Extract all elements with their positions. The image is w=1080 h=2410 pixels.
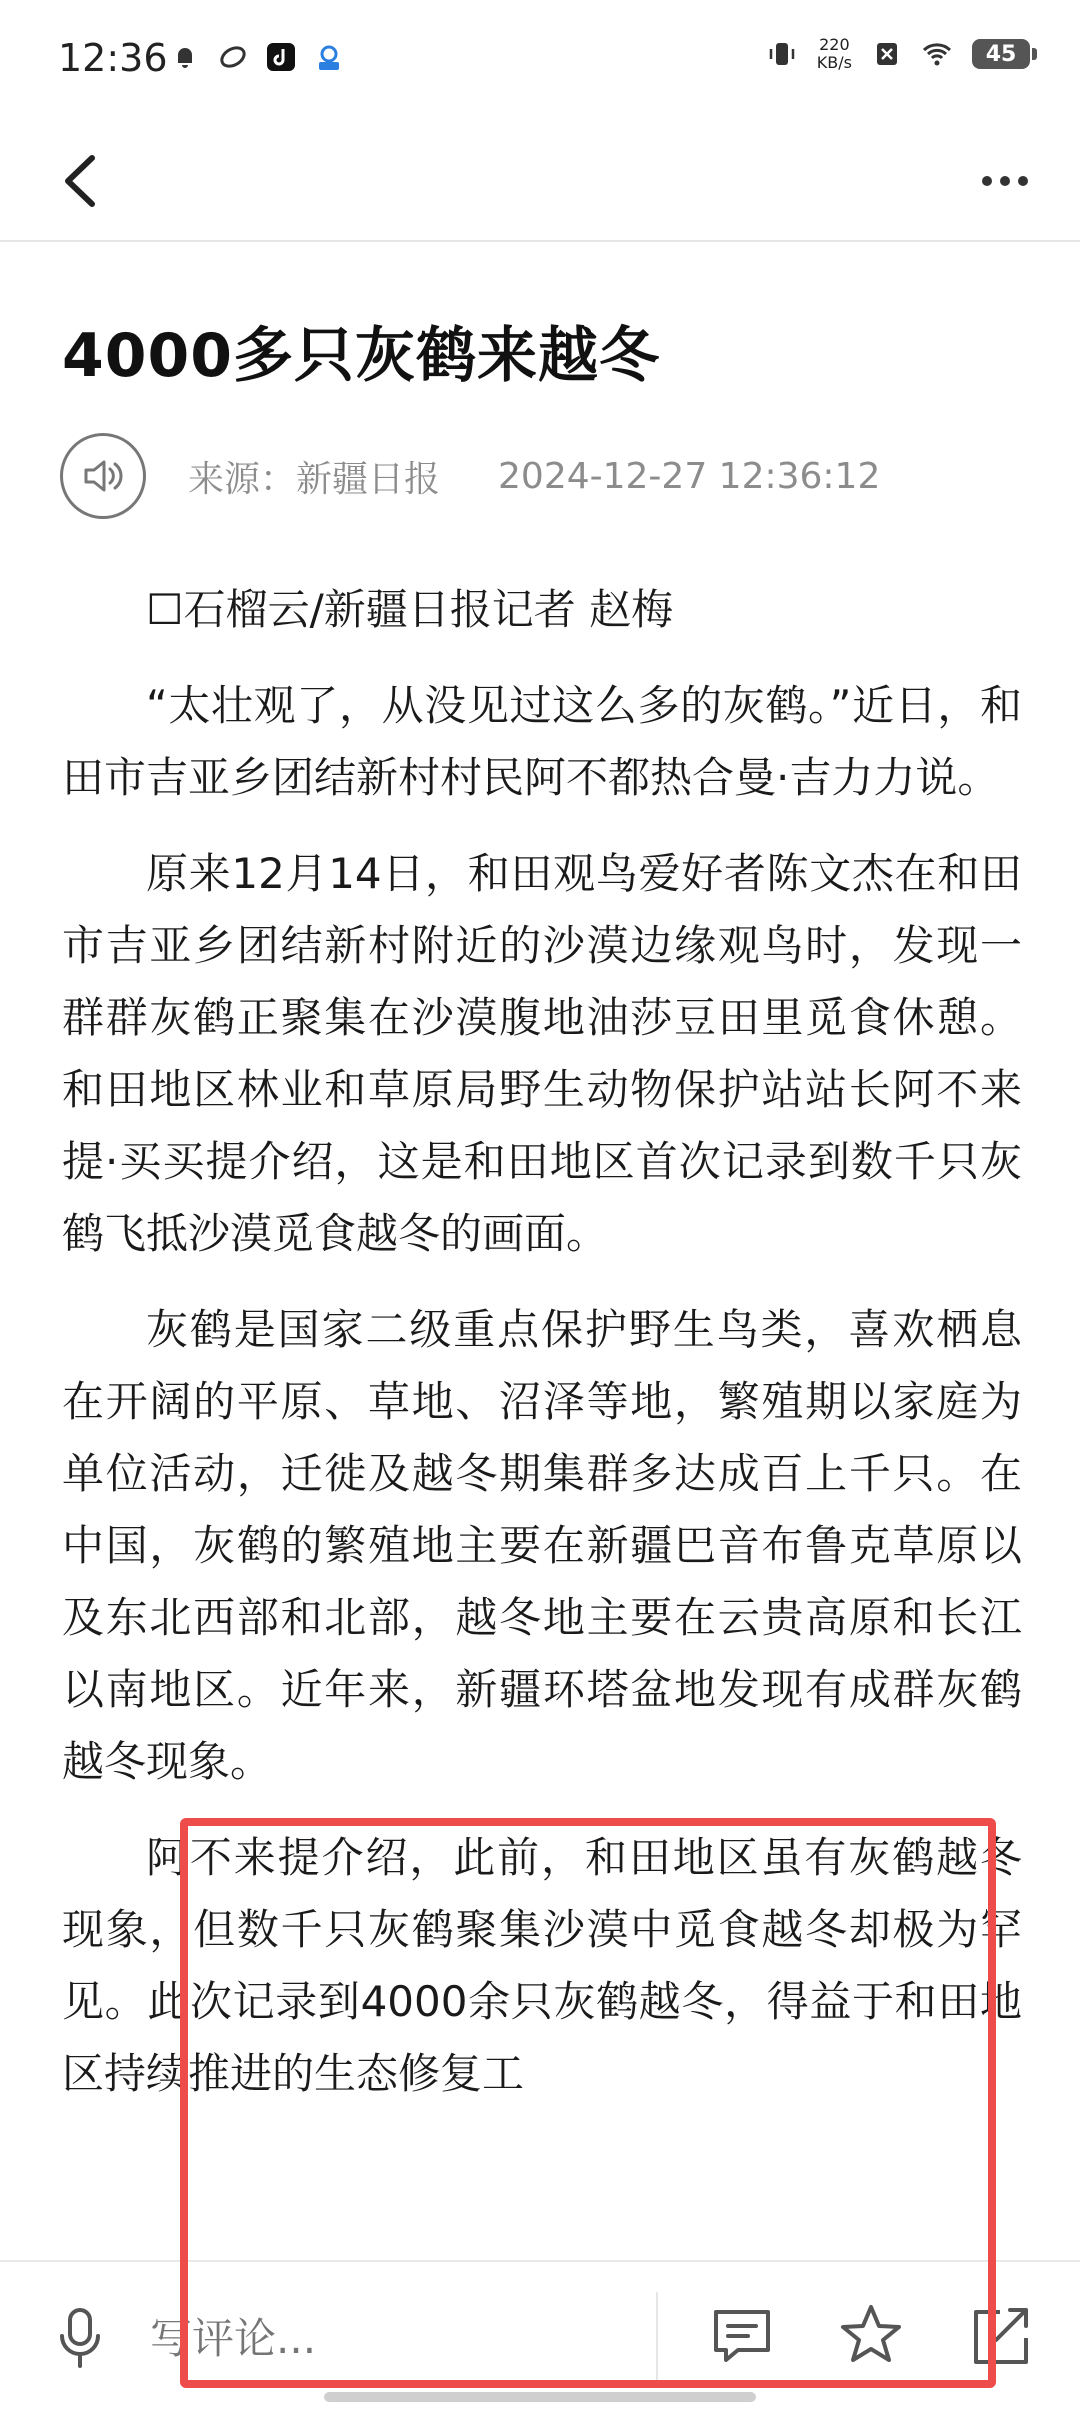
cloud-app-icon — [314, 42, 344, 72]
bell-icon — [170, 42, 200, 72]
article-title: 4000多只灰鹤来越冬 — [62, 321, 660, 391]
star-icon[interactable] — [838, 2302, 904, 2368]
comment-icon[interactable] — [710, 2306, 774, 2366]
system-status — [767, 36, 1030, 72]
article-meta — [60, 430, 880, 522]
article-paragraph: 阿不来提介绍，此前，和田地区虽有灰鹤越冬现象，但数千只灰鹤聚集沙漠中觅食越冬却极为罕见。此次记录到4000余只灰鹤越冬，得益于和田地区持续推进的生态修复工 — [62, 1833, 1022, 2098]
battery-indicator: 45 — [972, 39, 1030, 69]
tiktok-icon — [266, 42, 296, 72]
more-dot — [1018, 176, 1028, 186]
mic-icon[interactable] — [52, 2306, 108, 2370]
bar-divider — [656, 2292, 658, 2380]
article-paragraph: 原来12月14日，和田观鸟爱好者陈文杰在和田市吉亚乡团结新村附近的沙漠边缘观鸟时，发现一群群灰鹤正聚集在沙漠腹地油莎豆田里觅食休憩。和田地区林业和草原局野生动物保护站站长阿不来提·买买提介绍，这是和田地区首次记录到数千只灰鹤飞抵沙漠觅食越冬的画面。 — [62, 849, 1022, 1258]
bottom-action-bar — [0, 2260, 1080, 2410]
vibrate-icon — [767, 39, 797, 69]
top-nav — [0, 120, 1080, 242]
network-speed-value: 220 — [819, 35, 850, 54]
article-paragraph: ☐石榴云/新疆日报记者 赵梅 — [146, 585, 674, 634]
home-indicator[interactable] — [324, 2392, 756, 2402]
more-dot — [1000, 176, 1010, 186]
article-paragraph: 灰鹤是国家二级重点保护野生鸟类，喜欢栖息在开阔的平原、草地、沼泽等地，繁殖期以家庭为单位活动，迁徙及越冬期集群多达成百上千只。在中国，灰鹤的繁殖地主要在新疆巴音布鲁克草原以及东北西部和北部，越冬地主要在云贵高原和长江以南地区。近年来，新疆环塔盆地发现有成群灰鹤越冬现象。 — [62, 1305, 1022, 1786]
article-paragraph: “太壮观了，从没见过这么多的灰鹤。”近日，和田市吉亚乡团结新村村民阿不都热合曼·吉力力说。 — [62, 681, 1022, 802]
comment-input[interactable] — [148, 2302, 652, 2374]
sim-off-icon — [872, 39, 902, 69]
status-time: 12:36 — [58, 36, 168, 80]
back-arrow-icon[interactable] — [50, 146, 120, 216]
more-icon[interactable] — [970, 146, 1040, 216]
app-notification-icon — [218, 42, 248, 72]
network-speed-unit: KB/s — [816, 53, 852, 72]
share-icon[interactable] — [970, 2302, 1032, 2368]
network-speed — [817, 36, 852, 72]
status-bar — [0, 0, 1080, 120]
speaker-icon — [80, 456, 126, 496]
wifi-icon — [922, 39, 952, 69]
read-aloud-button[interactable] — [60, 433, 146, 519]
article-body — [62, 574, 1022, 2134]
article-source: 来源：新疆日报 — [188, 458, 441, 500]
more-dot — [982, 176, 992, 186]
article-date: 2024-12-27 12:36:12 — [498, 455, 881, 497]
notification-icons — [170, 42, 344, 72]
